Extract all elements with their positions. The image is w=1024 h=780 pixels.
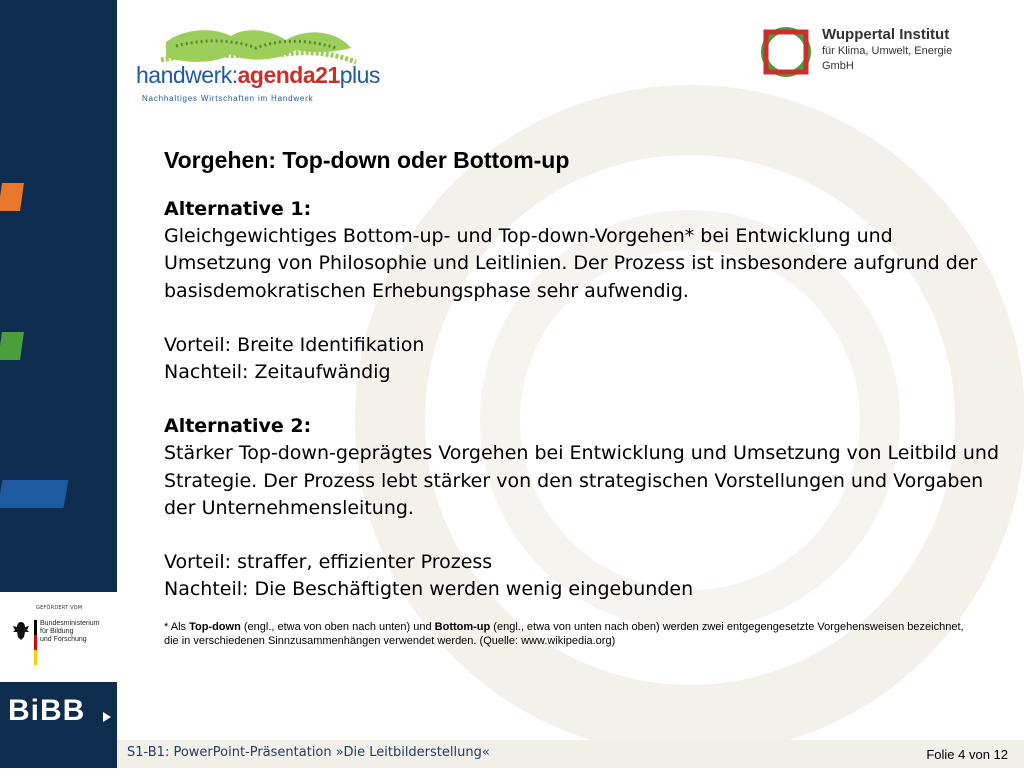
alternative-1-text: Gleichgewichtiges Bottom-up- und Top-down-Vorgehen* bei Entwicklung und Umsetzung von Philosophie und Leitlinien. Der Prozess ist insbesondere aufgrund der basisdemokratischen Erhebungsphase sehr aufwendig. (164, 225, 978, 302)
alternative-2-advantage: Vorteil: straffer, effizienter Prozess (164, 551, 493, 574)
slide-content (164, 146, 1004, 659)
alternative-1-disadvantage: Nachteil: Zeitaufwändig (164, 361, 391, 384)
green-accent-bar (0, 332, 24, 360)
presentation-title: S1-B1: PowerPoint-Präsentation »Die Leitbilderstellung« (127, 745, 490, 760)
wuppertal-institut-logo-icon (760, 26, 812, 78)
alternative-1-heading: Alternative 1: (164, 198, 312, 220)
slide-title: Vorgehen: Top-down oder Bottom-up (164, 147, 570, 173)
blue-accent-bar (0, 480, 68, 508)
footnote: * Als Top-down (engl., etwa von oben nach unten) und Bottom-up (engl., etwa von unten nach oben) werden zwei entgegengesetzte Vorgehensweisen bezeichnet, die in verschiedenen Sinnzusammenhängen verwendet werden. (Quelle: www.wikipedia.org) (164, 621, 964, 648)
orange-accent-bar (0, 183, 24, 211)
bmbf-logo (0, 592, 117, 682)
alternative-2-heading: Alternative 2: (164, 415, 312, 438)
federal-eagle-icon (10, 620, 32, 642)
bibb-logo: BiBB (8, 694, 86, 727)
german-flag-stripe (34, 620, 37, 665)
wuppertal-institut-name: Wuppertal Institut für Klima, Umwelt, Energie GmbH (822, 26, 953, 72)
handwerk-logo-wordmark: handwerk:agenda21plus (136, 62, 380, 88)
alternative-2-text: Stärker Top-down-geprägtes Vorgehen bei Entwicklung und Umsetzung von Leitbild und Strategie. Der Prozess lebt stärker von den strategischen Vorstellungen und Vorgaben der Unternehmensleitung. (164, 442, 1000, 519)
slide-number: Folie 4 von 12 (926, 747, 1008, 762)
alternative-1-advantage: Vorteil: Breite Identifikation (164, 333, 425, 356)
funder-label: GEFÖRDERT VOM (36, 605, 83, 611)
handwerk-logo-tagline: Nachhaltiges Wirtschaften im Handwerk (142, 94, 314, 103)
left-sidebar (0, 0, 117, 768)
bibb-arrow-icon (103, 712, 111, 722)
funder-name: Bundesministerium für Bildung und Forschung (40, 620, 100, 643)
alternative-2-disadvantage: Nachteil: Die Beschäftigten werden wenig eingebunden (164, 578, 694, 601)
slide-footer (117, 740, 1024, 768)
